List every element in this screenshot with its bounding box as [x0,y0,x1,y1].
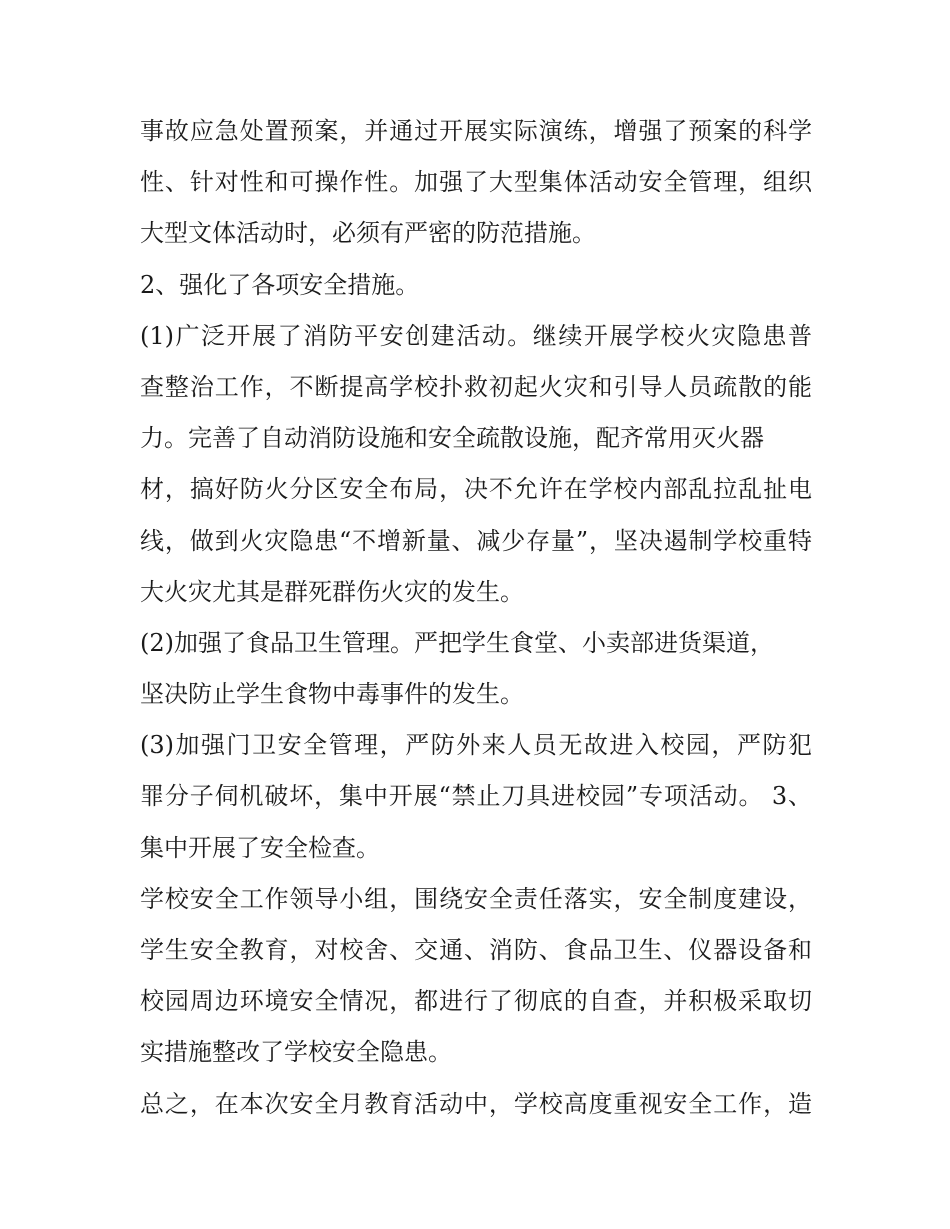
text-line: 性、针对性和可操作性。加强了大型集体活动安全管理，组织 [140,168,812,197]
text-line: 校园周边环境安全情况，都进行了彻底的自查，并积极采取切 [140,987,812,1016]
text-line: 事故应急处置预案，并通过开展实际演练，增强了预案的科学 [140,117,812,145]
text-line: 力。完善了自动消防设施和安全疏散设施，配齐常用灭火器 [140,424,764,453]
text-line: (1)广泛开展了消防平安创建活动。继续开展学校火灾隐患普 [140,321,812,350]
document-body [140,106,812,1130]
text-line: (3)加强门卫安全管理，严防外来人员无故进入校园，严防犯 [140,731,812,760]
text-line: 坚决防止学生食物中毒事件的发生。 [140,680,524,709]
text-line: 材，搞好防火分区安全布局，决不允许在学校内部乱拉乱扯电 [140,475,812,504]
text-line: 查整治工作，不断提高学校扑救初起火灾和引导人员疏散的能 [140,372,812,401]
text-line: 总之，在本次安全月教育活动中，学校高度重视安全工作，造 [140,1089,812,1118]
text-line: 大火灾尤其是群死群伤火灾的发生。 [140,577,524,606]
text-line: 集中开展了安全检查。 [140,833,380,862]
text-line: 学校安全工作领导小组，围绕安全责任落实，安全制度建设， [140,884,812,913]
section-heading: 2、强化了各项安全措施。 [140,270,420,299]
text-line: 学生安全教育，对校舍、交通、消防、食品卫生、仪器设备和 [140,936,812,964]
text-line: 线，做到火灾隐患“不增新量、减少存量”，坚决遏制学校重特 [140,526,812,555]
text-line: 实措施整改了学校安全隐患。 [140,1038,452,1067]
text-line: 罪分子伺机破坏，集中开展“禁止刀具进校园”专项活动。 3、 [140,782,812,811]
text-line: (2)加强了食品卫生管理。严把学生食堂、小卖部进货渠道， [140,628,774,657]
text-line: 大型文体活动时，必须有严密的防范措施。 [140,219,596,248]
